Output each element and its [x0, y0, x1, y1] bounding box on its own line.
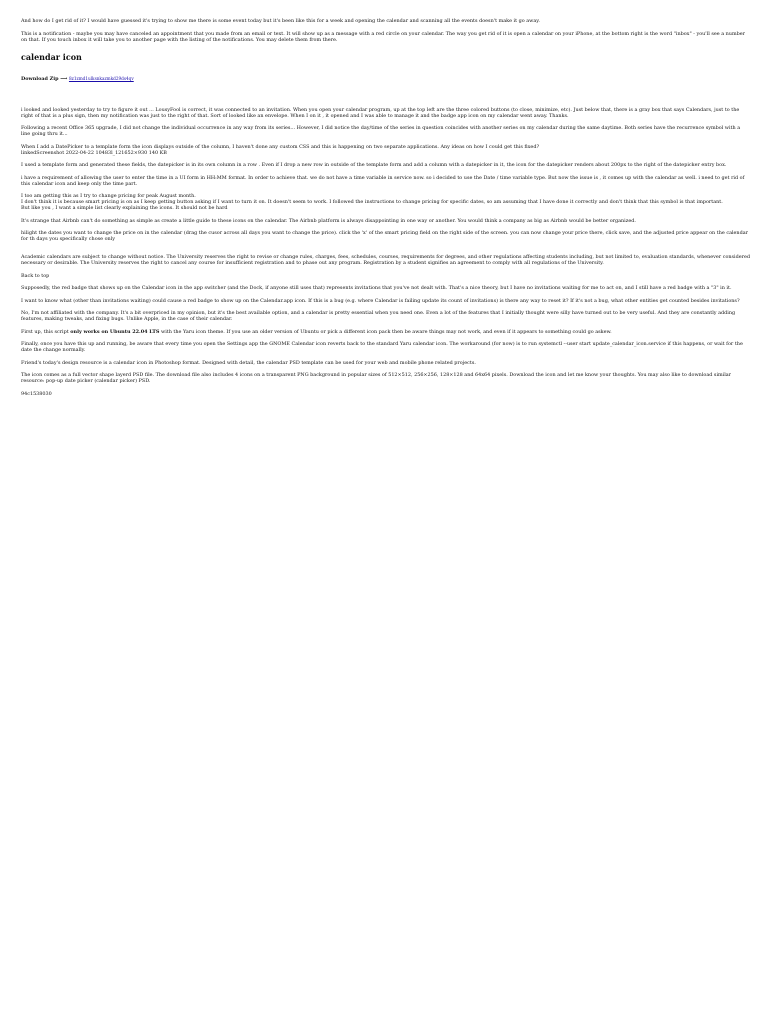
paragraph: This is a notification - maybe you may have canceled an appointment that you made from an email or text. It will show up as a message with a red circle on your calendar. The way you get rid of it is open a calendar on your iPhone, at the bottom right is the word "inbox" - you'll see a number on that. If you touch inbox it will take you to another page with the listing of the notifications. You may delete them from there. — [21, 30, 745, 43]
paragraph: I want to know what (other than invitations waiting) could cause a red badge to show up on the Calendar.app icon. If this is a bug (e.g. where Calendar is failing update its count of invitations) is there any way to reset it? If it's not a bug, what other entities get counted besides invitations? — [21, 297, 740, 304]
download-line — [21, 76, 750, 82]
paragraph: Finally, once you have this up and running, be aware that every time you open the Settings app the GNOME Calendar icon reverts back to the standard Yaru calendar icon. The workaround (for now) is to run systemctl --user start update_calendar_icon.service if this happens, or wait for the date the change normally. — [21, 341, 743, 353]
paragraph: Friend's today's design resource is a calendar icon in Photoshop format. Designed with detail, the calendar PSD template can be used for your web and mobile phone related projects. — [21, 359, 476, 366]
paragraph — [21, 144, 750, 156]
paragraph: I used a template form and generated these fields, the datepicker is in its own column in a row . Even if I drop a new row in outside of the template form and add a column with a datepicker in it, the icon for the datepicker renders about 200px to the right of the datepicker entry box. — [21, 162, 727, 168]
paragraph-text: First up, this script — [21, 328, 71, 335]
paragraph-line: When I add a DatePicker to a template form the icon displays outside of the column, I haven't done any custom CSS and this is happening on two separate applications. Any ideas on how I could get this fixed? — [21, 143, 540, 150]
footer-code: 94c1538030 — [21, 390, 52, 397]
paragraph-line: I don't think it is because smart pricing is on as I keep getting button asking if I want to turn it on. It doesn't seem to work. I followed the instructions to change pricing for specific dates, so am assuming that I have done it correctly and don't think that this symbol is that important. — [21, 199, 723, 205]
paragraph: i have a requirement of allowing the user to enter the time in a UI form in HH:MM format. In order to achieve that. we do not have a time variable in service now. so i decided to use the Date / time variable type. But now the issue is , it comes up with the calendar as well. i need to get rid of this calendar icon and keep only the time part. — [21, 174, 745, 187]
paragraph-line: I too am getting this as I try to change pricing for peak August month. — [21, 193, 196, 199]
back-to-top-text: Back to top — [21, 272, 50, 279]
bold-text: only works on Ubuntu 22.04 LTS — [70, 328, 160, 335]
paragraph: Supposedly, the red badge that shows up on the Calendar icon in the app switcher (and the Dock, if anyone still uses that) represents invitations that you've not dealt with. That's a nice theory, but I have no invitations waiting for me to act on, and I still have a red badge with a "3" in it. — [21, 285, 732, 291]
paragraph — [21, 193, 750, 211]
page-title: calendar icon — [21, 51, 82, 62]
paragraph: It's strange that Airbnb can't do something as simple as create a little guide to these icons on the calendar. The Airbnb platform is always disappointing in one way or another. You would think a company as big as Airbnb would be better organized. — [21, 217, 636, 224]
paragraph: And how do I get rid of it? I would have guessed it's trying to show me there is some event today but it's been like this for a week and opening the calendar and scanning all the events doesn't make it go away. — [21, 18, 540, 24]
screenshot-attachment-line: linkedScreenshot 2022-04-22 10483l_121652×930 140 KB — [21, 149, 167, 156]
download-link[interactable]: 8z1zmd1ulksnkazmkd29ds4qv — [68, 75, 134, 81]
paragraph-line: But like you , I want a simple list clearly explaining the icons. It should not be hard — [21, 205, 228, 211]
download-label: Download Zip ⟶ — [21, 75, 68, 82]
paragraph: Following a recent Office 365 upgrade, I did not change the individual occurrence in any way from its series... However, I did notice the day/time of the series in question coincides with another series on my calendar during the same daytime. Both series have the recurrence symbol with a line going thru it... — [21, 125, 741, 137]
paragraph: hilight the dates you want to change the price on in the calendar (drag the cusor across all days you want to change the price). click the 'x' of the smart pricing field on the right side of the screen. you can now change your price there, click save, and the adjusted price appear on the calendar for th days you specifically chose only — [21, 230, 748, 242]
paragraph: Academic calendars are subject to change without notice. The University reserves the right to revise or change rules, charges, fees, schedules, courses, requirements for degrees, and other regulations affecting students including, but not limited to, evaluation standards, whenever considered necessary or desirable. The University reserves the right to cancel any course for insufficient registration and to phase out any program. Registration by a student signifies an agreement to comply with all regulations of the University. — [21, 254, 750, 266]
paragraph: The icon comes as a full vector shape layerd PSD file. The download file also includes 4 icons on a transparent PNG background in popular sizes of 512×512, 256×256, 128×128 and 64x64 pixels. Download the icon and let me know your thoughts. You may also like to download similar resource: pop-up date picker (calendar picker) PSD. — [21, 372, 732, 384]
paragraph: No, I'm not affiliated with the company. It's a bit overpriced in my opinion, but it's the best available option, and a calendar is pretty essential when you need one. Even a lot of the features that I initially thought were silly have turned out to be very useful. And they are constantly adding features, making tweaks, and fixing bugs. Unlike Apple, in the case of their calendar. — [21, 310, 736, 322]
paragraph — [21, 329, 750, 335]
paragraph-text: with the Yaru icon theme. If you use an older version of Ubuntu or pick a different icon pack then be aware things may not work, and even if it appears to something could go askew. — [159, 328, 612, 335]
article — [0, 0, 770, 397]
paragraph: i looked and looked yesterday to try to figure it out ... LousyFool is correct, it was connected to an invitation. When you open your calendar program, up at the top left are the three colored buttons (to close, minimize, etc). Just below that, there is a gray box that says Calendars, just to the right of that is a plus sign, then my notification was just to the right of that. Sort of looked like an envelope. When I on it , it opened and I was able to manage it and the badge app icon on my calendar went away. Thanks. — [21, 106, 740, 119]
